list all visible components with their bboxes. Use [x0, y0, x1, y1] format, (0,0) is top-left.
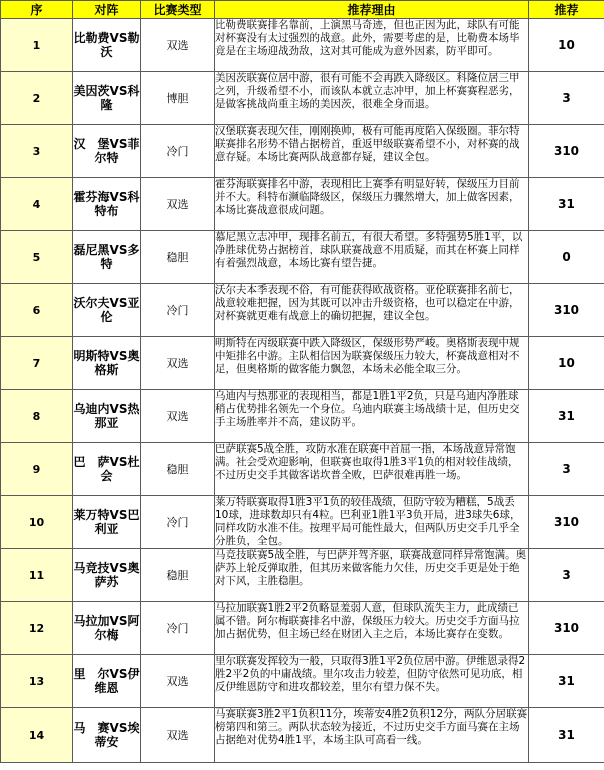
recommend-reason: 马竞技联赛5战全胜，与巴萨并驾齐驱，联赛战意同样异常饱满。奥萨苏上轮反弹取胜，但其历来做客能力欠佳，历史交手更是处于绝对下风，主胜稳胆。	[215, 549, 529, 602]
match-type: 稳胆	[141, 549, 215, 602]
recommend-reason: 莱万特联赛取得1胜3平1负的较佳战绩，但防守较为糟糕，5战丢10球，进球数却只有4粒。巴利亚1胜1平3负开局，进3球失6球，同样攻防水准不佳。按理平局可能性最大，但两队历史交手几乎全分胜负，全包。	[215, 496, 529, 549]
recommend-value: 10	[529, 337, 604, 390]
table-row	[1, 231, 604, 284]
header-row	[1, 1, 604, 19]
match-type: 稳胆	[141, 443, 215, 496]
match-teams: 乌迪内VS热那亚	[73, 390, 141, 443]
recommend-value: 310	[529, 125, 604, 178]
recommend-value: 31	[529, 655, 604, 708]
table-row	[1, 708, 604, 763]
match-teams: 沃尔夫VS亚伦	[73, 284, 141, 337]
table-row	[1, 337, 604, 390]
table-row	[1, 496, 604, 549]
recommend-reason: 霍芬海联赛排名中游，表现相比上赛季有明显好转，保级压力目前并不大。科特布濒临降级区，保级压力骤然增大，加上做客因素，本场比赛战意很成问题。	[215, 178, 529, 231]
header-match: 对阵	[73, 1, 141, 19]
match-type: 冷门	[141, 284, 215, 337]
recommend-reason: 马拉加联赛1胜2平2负略显羞弱人意，但球队流失主力，此成绩已属不错。阿尔梅联赛排名中游，保级压力较大。历史交手方面马拉加占据优势，但主场已经在财团入主之后，本场比赛存在变数。	[215, 602, 529, 655]
header-reason: 推荐理由	[215, 1, 529, 19]
match-type: 稳胆	[141, 231, 215, 284]
table-row	[1, 72, 604, 125]
recommend-reason: 巴萨联赛5战全胜，攻防水准在联赛中首屈一指，本场战意异常饱满。社会受欢迎影响，但联赛也取得1胜3平1负的相对较佳战绩，不过历史交手其做客诺坎普全败，巴萨很难再胜一场。	[215, 443, 529, 496]
match-teams: 马拉加VS阿尔梅	[73, 602, 141, 655]
recommend-value: 3	[529, 443, 604, 496]
table-row	[1, 549, 604, 602]
table-row	[1, 284, 604, 337]
match-teams: 比勒费VS勒沃	[73, 19, 141, 72]
row-index: 7	[1, 337, 73, 390]
table-header	[1, 1, 604, 19]
row-index: 9	[1, 443, 73, 496]
recommend-value: 10	[529, 19, 604, 72]
table-row	[1, 443, 604, 496]
match-type: 双选	[141, 655, 215, 708]
row-index: 14	[1, 708, 73, 763]
row-index: 8	[1, 390, 73, 443]
header-recommend: 推荐	[529, 1, 604, 19]
table-body	[1, 19, 604, 763]
recommend-value: 31	[529, 708, 604, 763]
match-teams: 莱万特VS巴利亚	[73, 496, 141, 549]
row-index: 6	[1, 284, 73, 337]
recommend-reason: 明斯特在丙级联赛中跌入降级区，保级形势严峻。奥格斯表现中规中矩排名中游。主队相信因为联赛保级压力较大，杯赛战意相对不足，但奥格斯的做客能力飘忽，本场未必能全取三分。	[215, 337, 529, 390]
row-index: 4	[1, 178, 73, 231]
match-type: 博胆	[141, 72, 215, 125]
match-type: 双选	[141, 178, 215, 231]
row-index: 5	[1, 231, 73, 284]
row-index: 11	[1, 549, 73, 602]
recommend-reason: 慕尼黑立志冲甲，现排名前五，有很大希望。多特强势5胜1平，以净胜球优势占据榜首，球队联赛战意不用质疑，而其在杯赛上同样有着强烈战意，本场比赛有望告捷。	[215, 231, 529, 284]
match-type: 冷门	[141, 125, 215, 178]
header-type: 比赛类型	[141, 1, 215, 19]
table-row	[1, 390, 604, 443]
match-teams: 巴 萨VS杜会	[73, 443, 141, 496]
match-teams: 霍芬海VS科特布	[73, 178, 141, 231]
recommend-value: 310	[529, 284, 604, 337]
match-type: 双选	[141, 708, 215, 763]
match-teams: 磊尼黑VS多特	[73, 231, 141, 284]
table-row	[1, 602, 604, 655]
recommend-reason: 乌迪内与热那亚的表现相当，都是1胜1平2负，只是乌迪内净胜球稍占优势排名领先一个身位。乌迪内联赛主场战绩十足，但历史交手主场胜率并不高，建议防平。	[215, 390, 529, 443]
header-index: 序	[1, 1, 73, 19]
recommend-value: 310	[529, 602, 604, 655]
match-teams: 马 赛VS埃蒂安	[73, 708, 141, 763]
row-index: 12	[1, 602, 73, 655]
row-index: 13	[1, 655, 73, 708]
match-type: 双选	[141, 390, 215, 443]
recommend-reason: 里尔联赛发挥较为一般，只取得3胜1平2负位居中游。伊维恩录得2胜2平2负的中庸战绩。里尔攻击力较差，但防守依然可见功底，相反伊维恩防守和进攻都较差，里尔有望力保不失。	[215, 655, 529, 708]
recommend-value: 31	[529, 178, 604, 231]
table-row	[1, 655, 604, 708]
recommend-value: 3	[529, 549, 604, 602]
row-index: 2	[1, 72, 73, 125]
match-teams: 马竞技VS奥萨苏	[73, 549, 141, 602]
row-index: 3	[1, 125, 73, 178]
recommend-reason: 汉堡联赛表现欠佳，刚刚换帅，极有可能再度陷入保级圈。菲尔特联赛排名形势不错占据榜首，重返甲级联赛希望不小，对杯赛的战意存疑。本场比赛两队战意都存疑，建议全包。	[215, 125, 529, 178]
match-teams: 美因茨VS科隆	[73, 72, 141, 125]
match-teams: 明斯特VS奥格斯	[73, 337, 141, 390]
table-row	[1, 178, 604, 231]
recommend-reason: 美因茨联赛位居中游，很有可能不会再跌入降级区。科隆位居三甲之列，升级希望不小，而该队本就立志冲甲，加上杯赛赛程恶劣，是做客挑战尚重主场的美因茨，很难全身而退。	[215, 72, 529, 125]
recommend-value: 31	[529, 390, 604, 443]
recommend-value: 310	[529, 496, 604, 549]
row-index: 1	[1, 19, 73, 72]
match-type: 双选	[141, 19, 215, 72]
match-type: 冷门	[141, 602, 215, 655]
table-row	[1, 19, 604, 72]
recommend-value: 0	[529, 231, 604, 284]
match-teams: 里 尔VS伊维恩	[73, 655, 141, 708]
recommend-reason: 比勒费联赛排名靠前，上演黑马奇迹，但也正因为此，球队有可能对杯赛没有太过强烈的战意。此外，需要考虑的是，比勒费本场毕竟是在主场迎战劲敌，这对其可能成为意外因素，防平即可。	[215, 19, 529, 72]
match-teams: 汉 堡VS菲尔特	[73, 125, 141, 178]
row-index: 10	[1, 496, 73, 549]
recommend-reason: 马赛联赛3胜2平1负积11分，埃蒂安4胜2负积12分，两队分居联赛榜第四和第三。两队状态较为接近，不过历史交手方面马赛在主场占据绝对优势4胜1平，本场主队可高看一线。	[215, 708, 529, 763]
table-row	[1, 125, 604, 178]
match-type: 双选	[141, 337, 215, 390]
match-type: 冷门	[141, 496, 215, 549]
recommend-reason: 沃尔夫本季表现不俗，有可能获得欧战资格。亚伦联赛排名前七，战意较难把握，因为其既可以冲击升级资格，也可以稳定在中游，对杯赛就更难有战意上的确切把握，建议全包。	[215, 284, 529, 337]
recommend-value: 3	[529, 72, 604, 125]
